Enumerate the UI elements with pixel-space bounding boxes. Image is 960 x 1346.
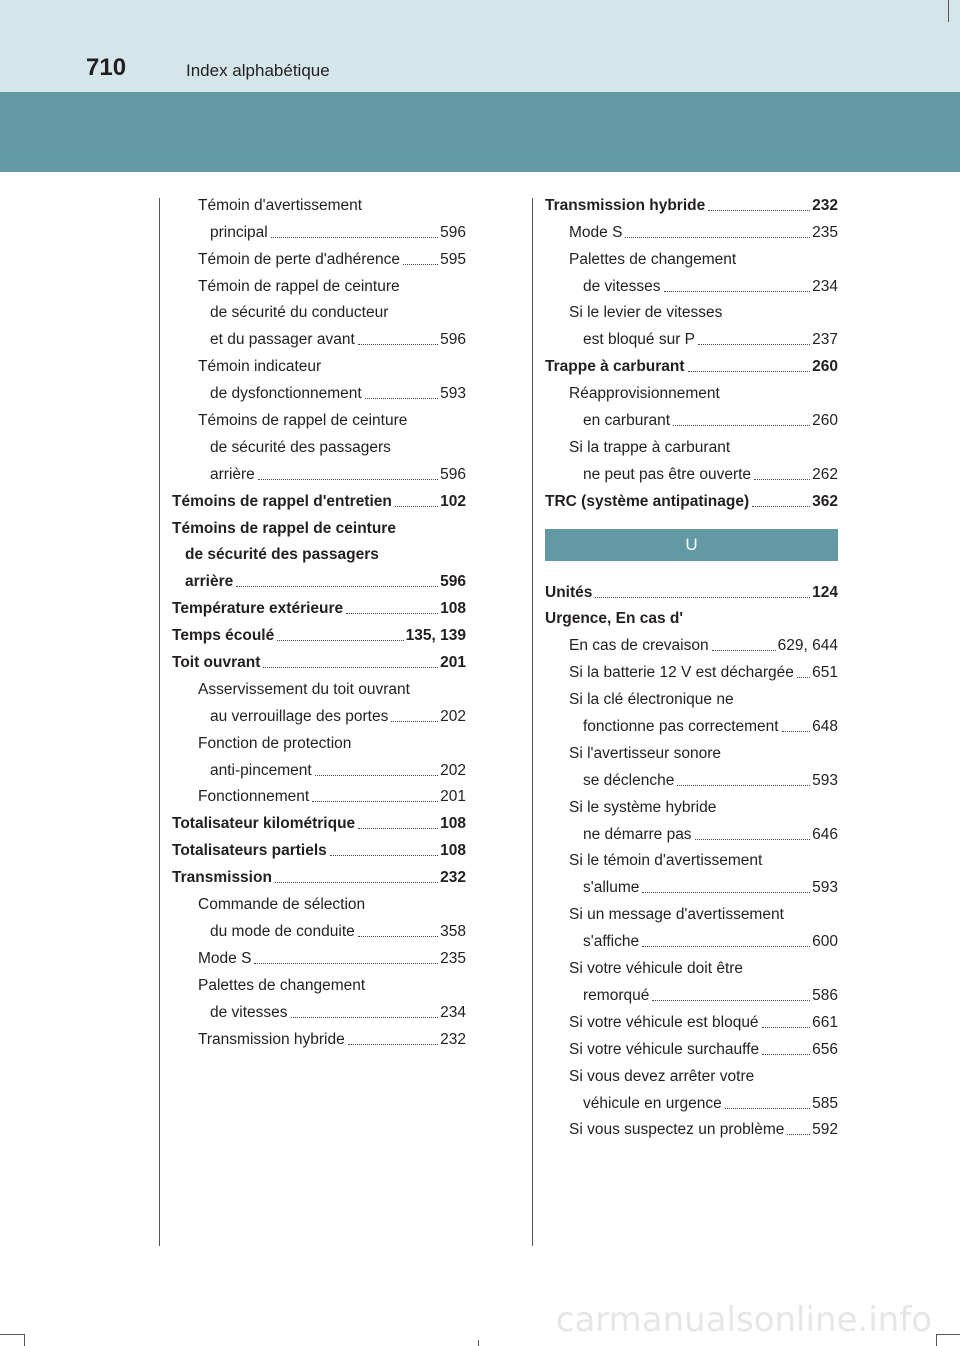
entry-page: 260 <box>812 358 838 376</box>
dot-leader <box>330 855 438 856</box>
dot-leader <box>708 210 810 211</box>
dot-leader <box>712 650 776 651</box>
entry-text: Témoins de rappel de ceinture <box>172 519 396 537</box>
dot-leader <box>395 506 438 507</box>
entry-page: 646 <box>812 825 838 843</box>
dot-leader <box>642 946 810 947</box>
entry-text: en carburant <box>583 412 671 430</box>
entry-text: Si votre véhicule est bloqué <box>569 1013 759 1031</box>
index-entry <box>545 897 838 924</box>
entry-page: 585 <box>812 1094 838 1112</box>
entry-page: 235 <box>440 949 466 967</box>
index-entry <box>172 322 466 349</box>
dot-leader <box>787 1134 810 1135</box>
entry-page: 232 <box>812 196 838 214</box>
entry-text: s'allume <box>583 879 640 897</box>
entry-text: arrière <box>185 573 234 591</box>
index-entry <box>172 511 466 538</box>
index-entry <box>172 833 466 860</box>
index-entry <box>545 924 838 951</box>
entry-text: Fonctionnement <box>198 788 310 806</box>
entry-text: Transmission hybride <box>545 196 706 214</box>
index-entry <box>172 726 466 753</box>
dot-leader <box>358 344 438 345</box>
entry-page: 234 <box>812 277 838 295</box>
index-entry <box>172 403 466 430</box>
entry-text: Témoins de rappel de ceinture <box>198 412 408 430</box>
entry-page: 108 <box>440 600 466 618</box>
index-entry <box>545 790 838 817</box>
entry-text: anti-pincement <box>210 761 312 779</box>
entry-page: 235 <box>812 223 838 241</box>
entry-page: 600 <box>812 933 838 951</box>
entry-page: 595 <box>440 250 466 268</box>
entry-text: Fonction de protection <box>198 734 352 752</box>
index-entry <box>545 296 838 323</box>
dot-leader <box>762 1054 810 1055</box>
dot-leader <box>346 613 438 614</box>
entry-page: 108 <box>440 815 466 833</box>
entry-page: 260 <box>812 412 838 430</box>
header-color-band <box>0 92 960 172</box>
entry-page: 596 <box>440 331 466 349</box>
index-entry <box>172 672 466 699</box>
dot-leader <box>258 479 438 480</box>
index-entry <box>172 296 466 323</box>
entry-text: est bloqué sur P <box>583 331 696 349</box>
index-entry <box>545 817 838 844</box>
watermark: carmanualsonline.info <box>555 1300 932 1340</box>
dot-leader <box>625 237 810 238</box>
entry-text: Si vous devez arrêter votre <box>569 1067 755 1085</box>
entry-page: 358 <box>440 922 466 940</box>
index-entry <box>545 763 838 790</box>
index-entry <box>172 995 466 1022</box>
index-entry <box>545 322 838 349</box>
dot-leader <box>391 721 438 722</box>
entry-page: 596 <box>440 465 466 483</box>
entry-text: Mode S <box>198 949 252 967</box>
index-entry <box>545 349 838 376</box>
index-entry <box>545 870 838 897</box>
index-entry <box>545 269 838 296</box>
entry-page: 108 <box>440 842 466 860</box>
index-entry <box>545 403 838 430</box>
dot-leader <box>725 1108 810 1109</box>
entry-text: Témoin d'avertissement <box>198 196 363 214</box>
dot-leader <box>263 667 438 668</box>
entry-text: Si le témoin d'avertissement <box>569 852 763 870</box>
dot-leader <box>762 1027 811 1028</box>
index-entry <box>172 753 466 780</box>
index-entry <box>172 941 466 968</box>
dot-leader <box>291 1017 439 1018</box>
entry-page: 651 <box>812 664 838 682</box>
index-entry <box>545 709 838 736</box>
dot-leader <box>358 828 438 829</box>
entry-text: En cas de crevaison <box>569 637 709 655</box>
entry-text: ne peut pas être ouverte <box>583 465 752 483</box>
entry-page: 201 <box>440 788 466 806</box>
index-entry <box>545 1059 838 1086</box>
dot-leader <box>698 344 810 345</box>
entry-text: Totalisateur kilométrique <box>172 815 356 833</box>
dot-leader <box>664 291 811 292</box>
index-entry <box>172 860 466 887</box>
entry-text: véhicule en urgence <box>583 1094 722 1112</box>
dot-leader <box>673 425 810 426</box>
entry-page: 593 <box>440 385 466 403</box>
entry-page: 202 <box>440 761 466 779</box>
entry-page: 362 <box>812 492 838 510</box>
index-entry <box>545 1086 838 1113</box>
index-entry <box>172 968 466 995</box>
entry-text: Si un message d'avertissement <box>569 906 784 924</box>
entry-page: 262 <box>812 465 838 483</box>
entry-text: Témoins de rappel d'entretien <box>172 492 392 510</box>
entry-text: Si votre véhicule doit être <box>569 960 744 978</box>
crop-mark <box>948 0 949 22</box>
entry-text: remorqué <box>583 986 650 1004</box>
index-group-t <box>545 188 838 511</box>
entry-text: Toit ouvrant <box>172 654 261 672</box>
index-entry <box>545 484 838 511</box>
entry-page: 629, 644 <box>777 637 838 655</box>
index-entry <box>545 602 838 629</box>
index-entry <box>545 736 838 763</box>
index-entry <box>172 887 466 914</box>
entry-text: Unités <box>545 583 593 601</box>
entry-text: s'affiche <box>583 933 640 951</box>
index-entry <box>172 269 466 296</box>
entry-page: 661 <box>812 1013 838 1031</box>
index-entry <box>172 484 466 511</box>
dot-leader <box>312 801 438 802</box>
entry-text: au verrouillage des portes <box>210 707 389 725</box>
index-entry <box>172 806 466 833</box>
index-entry <box>172 457 466 484</box>
index-entry <box>172 564 466 591</box>
entry-text: principal <box>210 223 268 241</box>
entry-text: Si la batterie 12 V est déchargée <box>569 664 794 682</box>
dot-leader <box>315 775 438 776</box>
entry-text: de sécurité des passagers <box>185 546 379 564</box>
index-entry <box>545 978 838 1005</box>
entry-text: ne démarre pas <box>583 825 692 843</box>
index-entry <box>545 457 838 484</box>
index-entry <box>545 951 838 978</box>
index-entry <box>545 682 838 709</box>
dot-leader <box>782 731 811 732</box>
entry-text: Transmission <box>172 869 272 887</box>
entry-text: Urgence, En cas d' <box>545 610 684 628</box>
index-entry <box>172 645 466 672</box>
entry-text: fonctionne pas correctement <box>583 718 779 736</box>
entry-text: Si votre véhicule surchauffe <box>569 1040 760 1058</box>
dot-leader <box>275 882 438 883</box>
entry-page: 234 <box>440 1003 466 1021</box>
header-top-band <box>0 0 960 92</box>
index-entry <box>545 628 838 655</box>
right-column-rule <box>532 198 533 1246</box>
entry-text: Palettes de changement <box>569 250 737 268</box>
dot-leader <box>254 963 438 964</box>
entry-text: et du passager avant <box>210 331 355 349</box>
dot-leader <box>348 1044 438 1045</box>
index-entry <box>545 215 838 242</box>
index-column-right <box>545 188 838 1139</box>
entry-text: Température extérieure <box>172 600 344 618</box>
entry-text: de sécurité du conducteur <box>210 304 389 322</box>
entry-text: TRC (système antipatinage) <box>545 492 750 510</box>
entry-text: du mode de conduite <box>210 922 355 940</box>
entry-text: Commande de sélection <box>198 896 366 914</box>
entry-text: se déclenche <box>583 771 675 789</box>
section-letter-header: U <box>545 529 838 561</box>
index-entry <box>545 1032 838 1059</box>
dot-leader <box>403 264 438 265</box>
entry-text: Réapprovisionnement <box>569 385 720 403</box>
index-entry <box>172 215 466 242</box>
index-entry <box>545 844 838 871</box>
entry-text: Trappe à carburant <box>545 358 685 376</box>
entry-text: de sécurité des passagers <box>210 438 391 456</box>
index-entry <box>172 699 466 726</box>
index-entry <box>545 188 838 215</box>
entry-page: 201 <box>440 654 466 672</box>
index-group-u <box>545 575 838 1140</box>
entry-page: 232 <box>440 869 466 887</box>
crop-mark <box>478 1340 479 1346</box>
dot-leader <box>754 479 810 480</box>
entry-page: 102 <box>440 492 466 510</box>
index-entry <box>172 430 466 457</box>
entry-text: Mode S <box>569 223 623 241</box>
left-column-rule <box>159 198 160 1246</box>
entry-page: 237 <box>812 331 838 349</box>
entry-text: Témoin de perte d'adhérence <box>198 250 401 268</box>
entry-text: Si le levier de vitesses <box>569 304 723 322</box>
index-entry <box>172 538 466 565</box>
entry-page: 135, 139 <box>405 627 466 645</box>
index-entry <box>545 575 838 602</box>
dot-leader <box>358 936 438 937</box>
entry-text: Temps écoulé <box>172 627 275 645</box>
entry-page: 202 <box>440 707 466 725</box>
index-entry <box>172 618 466 645</box>
index-entry <box>172 591 466 618</box>
entry-text: Si l'avertisseur sonore <box>569 744 721 762</box>
entry-page: 586 <box>812 986 838 1004</box>
dot-leader <box>695 839 811 840</box>
index-entry <box>172 780 466 807</box>
dot-leader <box>277 640 403 641</box>
entry-text: Asservissement du toit ouvrant <box>198 680 410 698</box>
entry-page: 656 <box>812 1040 838 1058</box>
entry-text: de dysfonctionnement <box>210 385 362 403</box>
dot-leader <box>652 1000 810 1001</box>
entry-text: de vitesses <box>583 277 661 295</box>
entry-page: 596 <box>440 573 466 591</box>
entry-page: 124 <box>812 583 838 601</box>
entry-page: 592 <box>812 1121 838 1139</box>
index-entry <box>172 914 466 941</box>
dot-leader <box>595 597 810 598</box>
dot-leader <box>797 677 810 678</box>
entry-text: Si la trappe à carburant <box>569 438 731 456</box>
dot-leader <box>752 506 810 507</box>
dot-leader <box>677 785 810 786</box>
index-entry <box>172 349 466 376</box>
index-entry <box>545 1113 838 1140</box>
entry-text: Transmission hybride <box>198 1030 345 1048</box>
entry-page: 593 <box>812 879 838 897</box>
entry-text: Témoin indicateur <box>198 358 322 376</box>
entry-page: 596 <box>440 223 466 241</box>
index-entry <box>545 376 838 403</box>
entry-page: 593 <box>812 771 838 789</box>
index-entry <box>172 242 466 269</box>
index-entry <box>545 242 838 269</box>
entry-page: 648 <box>812 718 838 736</box>
index-entry <box>545 655 838 682</box>
entry-text: Témoin de rappel de ceinture <box>198 277 400 295</box>
entry-text: Si vous suspectez un problème <box>569 1121 785 1139</box>
dot-leader <box>271 237 438 238</box>
dot-leader <box>642 892 810 893</box>
index-entry <box>545 430 838 457</box>
index-entry <box>172 1022 466 1049</box>
entry-text: Si la clé électronique ne <box>569 691 734 709</box>
index-column-left <box>172 188 466 1049</box>
entry-text: Palettes de changement <box>198 976 366 994</box>
page-title: Index alphabétique <box>186 61 330 80</box>
entry-page: 232 <box>440 1030 466 1048</box>
entry-text: Totalisateurs partiels <box>172 842 327 860</box>
entry-text: arrière <box>210 465 255 483</box>
dot-leader <box>365 398 438 399</box>
index-entry <box>172 188 466 215</box>
index-entry <box>172 376 466 403</box>
entry-text: Si le système hybride <box>569 798 717 816</box>
dot-leader <box>688 371 811 372</box>
entry-text: de vitesses <box>210 1003 288 1021</box>
index-entry <box>545 1005 838 1032</box>
page-number: 710 <box>86 54 127 81</box>
dot-leader <box>236 586 438 587</box>
